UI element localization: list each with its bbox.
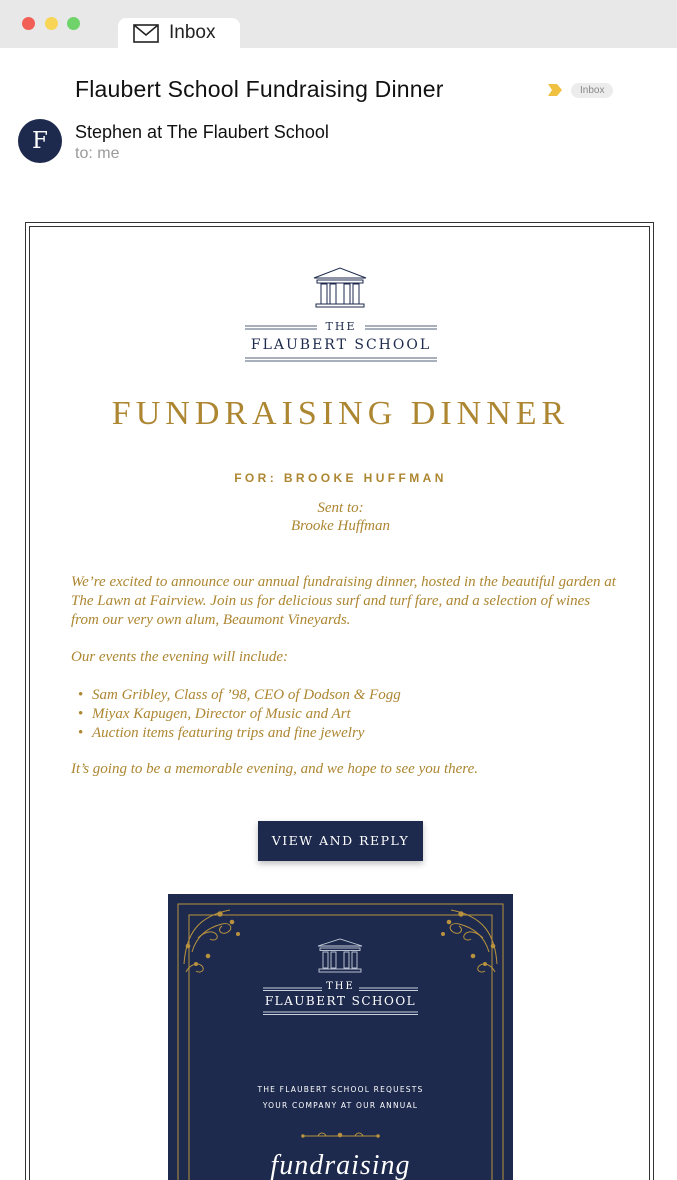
card-request-line-2: YOUR COMPANY AT OUR ANNUAL — [262, 1101, 419, 1110]
sender-avatar: F — [18, 119, 62, 163]
list-item: • Auction items featuring trips and fine jewelry — [78, 725, 365, 741]
zoom-window-button[interactable] — [67, 17, 80, 30]
list-item: • Miyax Kapugen, Director of Music and Art — [78, 706, 351, 722]
events-intro: Our events the evening will include: — [71, 649, 289, 665]
importance-marker-icon[interactable] — [548, 84, 562, 96]
label-chip-inbox[interactable]: Inbox — [571, 83, 613, 98]
intro-paragraph: We’re excited to announce our annual fundraising dinner, hosted in the beautiful garden at The Lawn at Fairview. Join us for delicious surf and turf fare, and a selection of wines from our very own alum, Beaumont Vineyards. — [71, 574, 616, 628]
close-window-button[interactable] — [22, 17, 35, 30]
card-logo-the: THE — [326, 981, 355, 992]
sender-name[interactable]: Stephen at The Flaubert School — [75, 122, 329, 142]
card-script-word: fundraising — [270, 1150, 411, 1180]
recipient-line[interactable]: to: me — [75, 145, 120, 162]
closing-paragraph: It’s going to be a memorable evening, and we hope to see you there. — [71, 761, 478, 777]
tab-label: Inbox — [169, 22, 216, 43]
envelope-icon — [133, 24, 159, 43]
sent-to-label: Sent to: — [317, 500, 364, 516]
invitation-card-image — [168, 894, 513, 1180]
window-titlebar — [0, 0, 677, 48]
card-ornament-frame — [168, 894, 513, 1180]
minimize-window-button[interactable] — [45, 17, 58, 30]
list-item: • Sam Gribley, Class of ’98, CEO of Dodson & Fogg — [78, 687, 401, 703]
school-building-icon — [311, 266, 369, 310]
email-headline: FUNDRAISING DINNER — [111, 395, 570, 432]
sent-to-name: Brooke Huffman — [290, 518, 390, 534]
view-and-reply-button[interactable]: VIEW AND REPLY — [258, 821, 423, 861]
card-school-name: FLAUBERT SCHOOL — [264, 994, 417, 1008]
card-request-line-1: THE FLAUBERT SCHOOL REQUESTS — [257, 1085, 424, 1094]
events-list — [78, 686, 618, 743]
logo-school-name: FLAUBERT SCHOOL — [250, 337, 432, 353]
for-line: FOR: BROOKE HUFFMAN — [234, 471, 447, 485]
email-subject: Flaubert School Fundraising Dinner — [75, 76, 444, 102]
tab-inbox[interactable] — [118, 18, 240, 48]
logo-the: THE — [325, 320, 357, 333]
